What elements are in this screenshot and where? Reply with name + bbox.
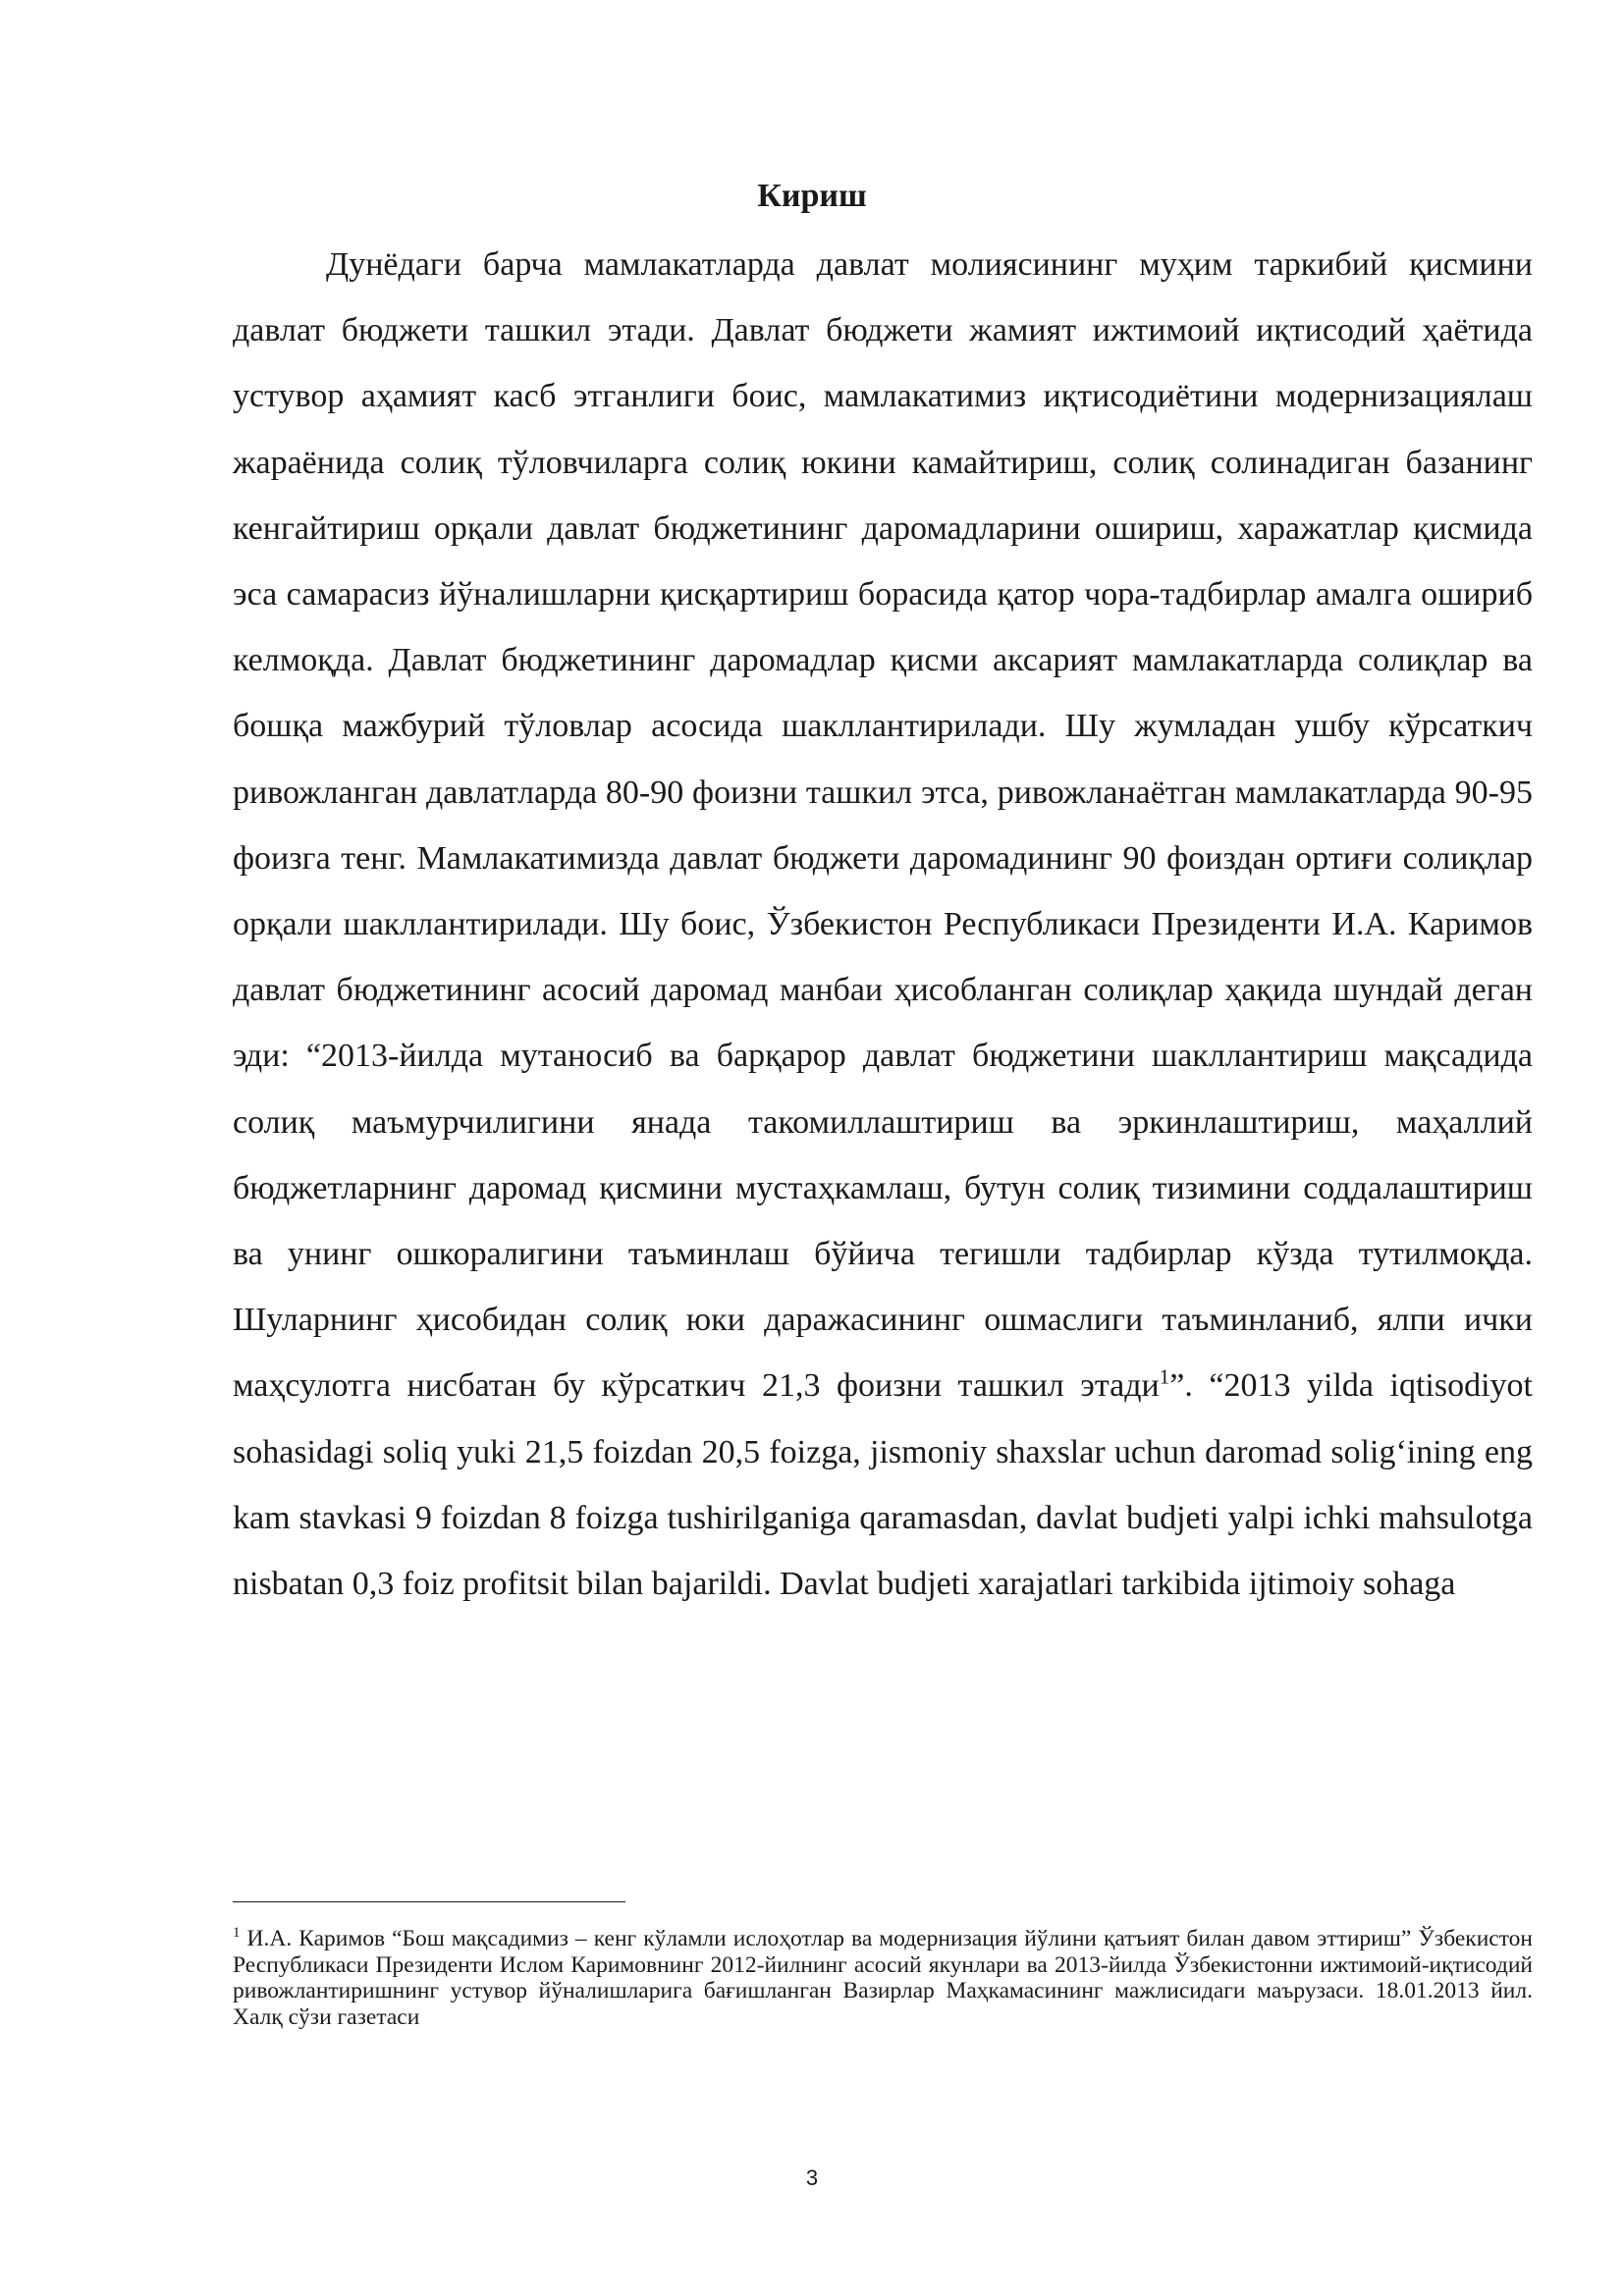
body-text-main: Дунёдаги барча мамлакатларда давлат молиясининг муҳим таркибий қисмини давлат бюджети ташкил этади. Давлат бюджети жамият ижтимоий иқтисодий ҳаётида устувор аҳамият касб этганлиги боис, мамлакатимиз иқтисодиётини модернизациялаш жараёнида солиқ тўловчиларга солиқ юкини камайтириш, солиқ солинадиган базанинг кенгайтириш орқали давлат бюджетининг даромадларини ошириш, харажатлар қисмида эса самарасиз йўналишларни қисқартириш борасида қатор чора-тадбирлар амалга ошириб келмоқда. Давлат бюджетининг даромадлар қисми аксарият мамлакатларда солиқлар ва бошқа мажбурий тўловлар асосида шакллантирилади. Шу жумладан ушбу кўрсаткич ривожланган давлатларда 80-90 фоизни ташкил этса, ривожланаётган мамлакатларда 90-95 фоизга тенг. Мамлакатимизда давлат бюджети даромадининг 90 фоиздан ортиғи солиқлар орқали шакллантирилади. Шу боис, Ўзбекистон Республикаси Президенти И.А. Каримов давлат бюджетининг асосий даромад манбаи ҳисобланган солиқлар ҳақида шундай деган эди: “2013-йилда мутаносиб ва барқарор давлат бюджетини шакллантириш мақсадида солиқ маъмурчилигини янада такомиллаштириш ва эркинлаштириш, маҳаллий бюджетларнинг даромад қисмини мустаҳкамлаш, бутун солиқ тизимини соддалаштириш ва унинг ошкоралигини таъминлаш бўйича тегишли тадбирлар кўзда тутилмоқда. Шуларнинг ҳисобидан солиқ юки даражасининг ошмаслиги таъминланиб, ялпи ички маҳсулотга нисбатан бу кўрсаткич 21,3 фоизни ташкил этади <box>233 246 1533 1405</box>
page-title: Кириш <box>757 178 867 214</box>
footnote-separator <box>233 1901 625 1902</box>
footnote-text: И.А. Каримов “Бош мақсадимиз – кенг кўламли ислоҳотлар ва модернизация йўлини қатъият билан давом эттириш” Ўзбекистон Республикаси Президенти Ислом Каримовнинг 2012-йилнинг асосий якунлари ва 2013-йилда Ўзбекистонни ижтимоий-иқтисодий ривожлантиришнинг устувор йўналишларига бағишланган Вазирлар Маҳкамасининг мажлисидаги маърузаси. 18.01.2013 йил. Халқ сўзи газетаси <box>233 1926 1533 2030</box>
body-paragraph <box>233 232 1533 1617</box>
footnote <box>233 1926 1533 2030</box>
body-text-continued: ”. “2013 yilda iqtisodiyot sohasidagi soliq yuki 21,5 foizdan 20,5 foizga, jismoniy shaxslar uchun daromad solig‘ining eng kam stavkasi 9 foizdan 8 foizga tushirilganiga qaramasdan, davlat budjeti yalpi ichki mahsulotga nisbatan 0,3 foiz profitsit bilan bajarildi. Davlat budjeti xarajatlari tarkibida ijtimoiy sohaga <box>233 1367 1533 1603</box>
page-number: 3 <box>805 2165 819 2190</box>
footnote-reference[interactable]: 1 <box>1159 1365 1170 1390</box>
footnote-marker: 1 <box>233 1925 241 1942</box>
